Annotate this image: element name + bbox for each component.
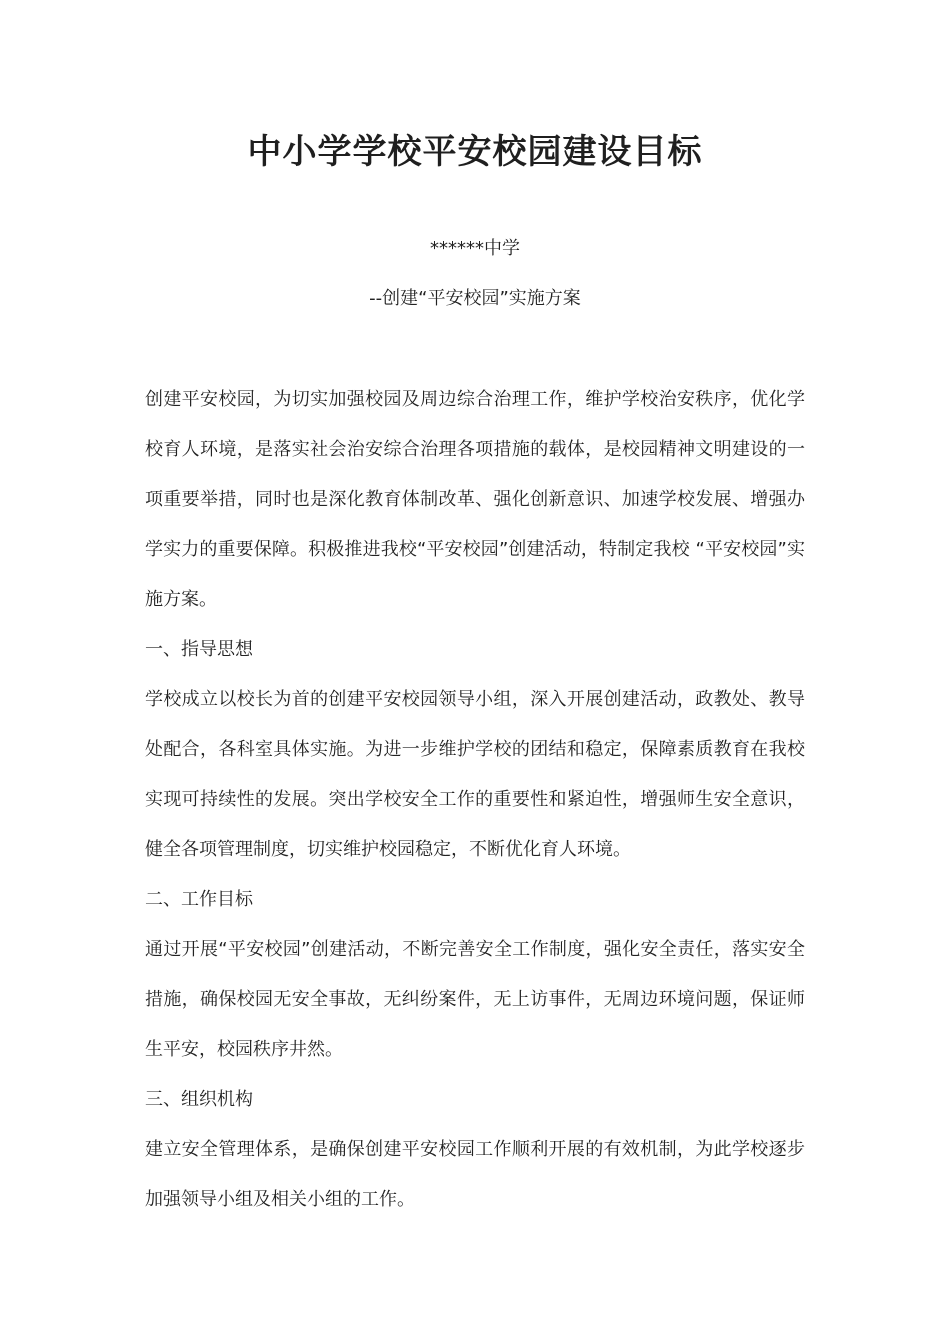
school-name: ******中学	[430, 238, 520, 259]
document-body	[145, 375, 805, 1225]
intro-paragraph: 创建平安校园，为切实加强校园及周边综合治理工作，维护学校治安秩序，优化学校育人环境，是落实社会治安综合治理各项措施的载体，是校园精神文明建设的一项重要举措，同时也是深化教育体制改革、强化创新意识、加速学校发展、增强办学实力的重要保障。积极推进我校“平安校园”创建活动，特制定我校 “平安校园”实施方案。	[145, 389, 805, 610]
section-body-organization: 建立安全管理体系，是确保创建平安校园工作顺利开展的有效机制，为此学校逐步加强领导小组及相关小组的工作。	[145, 1139, 805, 1210]
section-body-guiding-ideology: 学校成立以校长为首的创建平安校园领导小组，深入开展创建活动，政教处、教导处配合，各科室具体实施。为进一步维护学校的团结和稳定，保障素质教育在我校实现可持续性的发展。突出学校安全工作的重要性和紧迫性，增强师生安全意识，健全各项管理制度，切实维护校园稳定，不断优化育人环境。	[145, 689, 805, 860]
section-heading-guiding-ideology: 一、指导思想	[145, 639, 253, 660]
document-title: 中小学学校平安校园建设目标	[247, 132, 703, 172]
section-body-work-goals: 通过开展“平安校园”创建活动，不断完善安全工作制度，强化安全责任，落实安全措施，确保校园无安全事故，无纠纷案件，无上访事件，无周边环境问题，保证师生平安，校园秩序井然。	[145, 939, 805, 1060]
section-heading-organization: 三、组织机构	[145, 1089, 253, 1110]
section-heading-work-goals: 二、工作目标	[145, 889, 253, 910]
document-subtitle: --创建“平安校园”实施方案	[369, 288, 581, 309]
